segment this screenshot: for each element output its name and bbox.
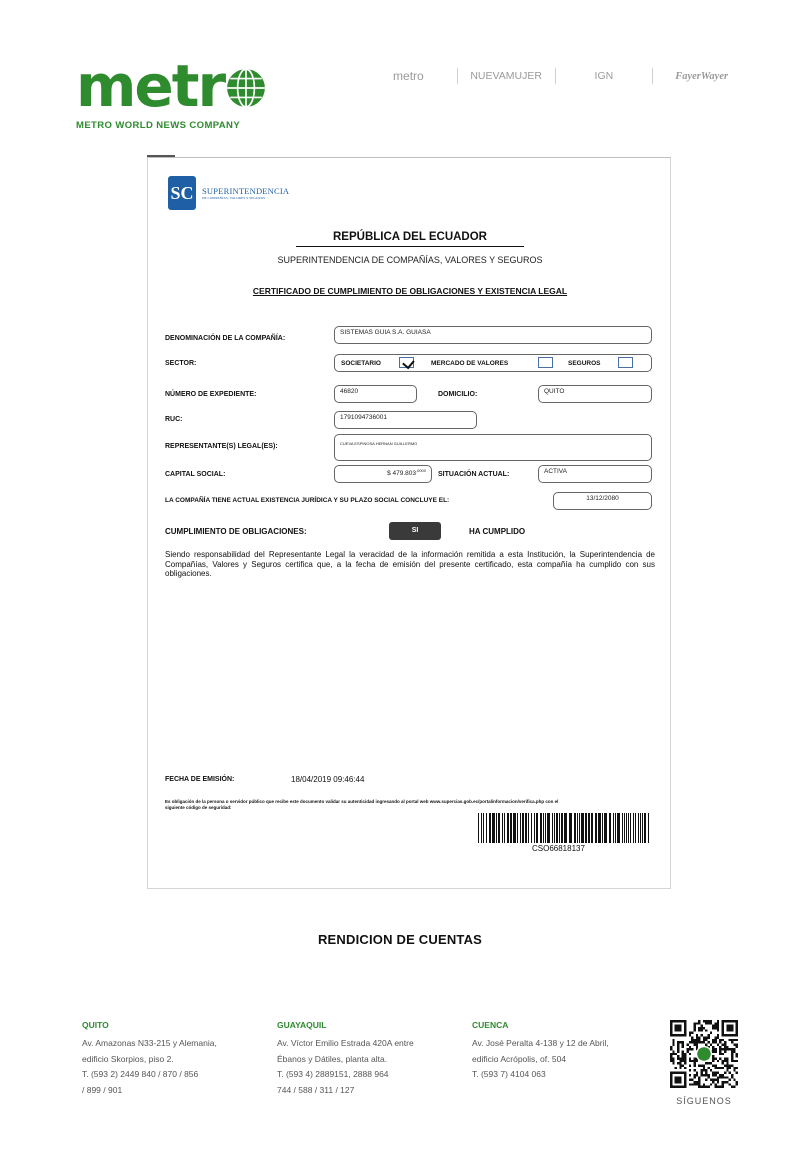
checkbox-mercado-valores: [538, 357, 553, 368]
sector-option-mercado: MERCADO DE VALORES: [431, 360, 509, 367]
office-line: T. (593 2) 2449 840 / 870 / 856: [82, 1069, 199, 1079]
partner-fayerwayer[interactable]: FayerWayer: [675, 70, 729, 82]
office-city: QUITO: [82, 1020, 109, 1030]
follow-label: SÍGUENOS: [676, 1096, 732, 1106]
office-line: Ébanos y Dátiles, planta alta.: [277, 1053, 388, 1064]
office-line: / 899 / 901: [82, 1084, 123, 1095]
office-line: Av. Víctor Emilio Estrada 420A entre: [277, 1038, 414, 1048]
logo-wordmark: metr: [76, 52, 225, 120]
company-name-label: DENOMINACIÓN DE LA COMPAÑÍA:: [165, 335, 286, 342]
checkbox-societario: [399, 357, 414, 368]
domicile-field: QUITO: [538, 385, 652, 403]
partner-metro[interactable]: metro: [393, 69, 424, 83]
qr-code-icon[interactable]: [670, 1020, 738, 1088]
caption: RENDICION DE CUENTAS: [317, 932, 483, 947]
sc-subtitle: DE COMPAÑÍAS, VALORES Y SEGUROS: [202, 196, 266, 200]
sector-option-seguros: SEGUROS: [568, 360, 601, 367]
office-line: 744 / 588 / 311 / 127: [277, 1084, 355, 1095]
situation-field: ACTIVA: [538, 465, 652, 483]
sc-title: SUPERINTENDENCIA: [202, 186, 290, 196]
legal-existence-label: LA COMPAÑÍA TIENE ACTUAL EXISTENCIA JURÍDICA Y SU PLAZO SOCIAL CONCLUYE EL:: [165, 497, 450, 504]
company-name-field: SISTEMAS GUIA S.A. GUIASA: [334, 326, 652, 344]
office-city: GUAYAQUIL: [277, 1020, 327, 1030]
capital-field: [334, 465, 432, 483]
office-quito: [82, 1020, 257, 1098]
agency-heading: SUPERINTENDENCIA DE COMPAÑÍAS, VALORES Y SEGUROS: [277, 255, 543, 265]
certificate-document: [147, 157, 671, 889]
file-number-label: NÚMERO DE EXPEDIENTE:: [165, 391, 257, 398]
barcode-icon: [478, 813, 652, 843]
sector-option-societario: SOCIETARIO: [341, 360, 381, 367]
domicile-label: DOMICILIO:: [438, 391, 478, 398]
partner-links: [360, 66, 750, 86]
capital-value: $ 479.803: [387, 470, 416, 478]
file-number-field: 46820: [334, 385, 417, 403]
globe-icon: [225, 67, 267, 109]
office-line: T. (593 7) 4104 063: [472, 1069, 546, 1079]
capital-decimals: ,0000: [415, 468, 426, 473]
situation-label: SITUACIÓN ACTUAL:: [438, 471, 510, 478]
sc-badge: SC: [168, 176, 196, 210]
capital-label: CAPITAL SOCIAL:: [165, 471, 226, 478]
certificate-title: CERTIFICADO DE CUMPLIMIENTO DE OBLIGACIONES Y EXISTENCIA LEGAL: [252, 286, 568, 296]
ruc-label: RUC:: [165, 416, 183, 423]
sc-logo: [168, 176, 289, 210]
verification-note: Es obligación de la persona o servidor público que recibe este documento validar su autenticidad ingresando al portal web www.supercias.gob.ec/portalinformacion/verifica.php con el siguiente código de seguridad:: [165, 799, 559, 810]
issue-date-label: FECHA DE EMISIÓN:: [165, 776, 235, 783]
representatives-field: CUEVA ESPINOSA HERNAN GUILLERMO: [334, 434, 652, 461]
ruc-field: 1791094736001: [334, 411, 477, 429]
compliance-label: CUMPLIMIENTO DE OBLIGACIONES:: [165, 527, 307, 536]
office-line: Av. José Peralta 4-138 y 12 de Abril,: [472, 1038, 609, 1048]
security-code: CSO66818137: [532, 844, 585, 853]
issue-date-value: 18/04/2019 09:46:44: [291, 775, 365, 784]
office-cuenca: [472, 1020, 647, 1083]
office-line: T. (593 4) 2889151, 2888 964: [277, 1069, 389, 1079]
representatives-label: REPRESENTANTE(S) LEGAL(ES):: [165, 443, 278, 450]
certification-statement: Siendo responsabilidad del Representante Legal la veracidad de la información remitida a esta Institución, la Superintendencia de Compañías, Valores y Seguros certifica que, a la fecha de emisión del presente certificado, esta compañía ha cumplido con sus obligaciones.: [165, 550, 655, 578]
compliance-status: HA CUMPLIDO: [469, 527, 526, 536]
office-line: edificio Acrópolis, of. 504: [472, 1053, 567, 1064]
country-heading: REPÚBLICA DEL ECUADOR: [333, 231, 487, 243]
office-guayaquil: [277, 1020, 452, 1098]
sector-label: SECTOR:: [165, 360, 197, 367]
office-city: CUENCA: [472, 1020, 509, 1030]
compliance-si-badge: SI: [389, 522, 441, 540]
office-line: edificio Skorpios, piso 2.: [82, 1053, 174, 1064]
partner-nuevamujer[interactable]: NUEVAMUJER: [470, 70, 542, 82]
partner-ign[interactable]: IGN: [594, 70, 614, 82]
metro-logo[interactable]: [76, 52, 276, 131]
logo-tagline: METRO WORLD NEWS COMPANY: [76, 120, 241, 131]
office-line: Av. Amazonas N33-215 y Alemania,: [82, 1038, 217, 1048]
checkbox-seguros: [618, 357, 633, 368]
heading-underline: [296, 246, 524, 247]
end-date-field: 13/12/2080: [553, 492, 652, 510]
